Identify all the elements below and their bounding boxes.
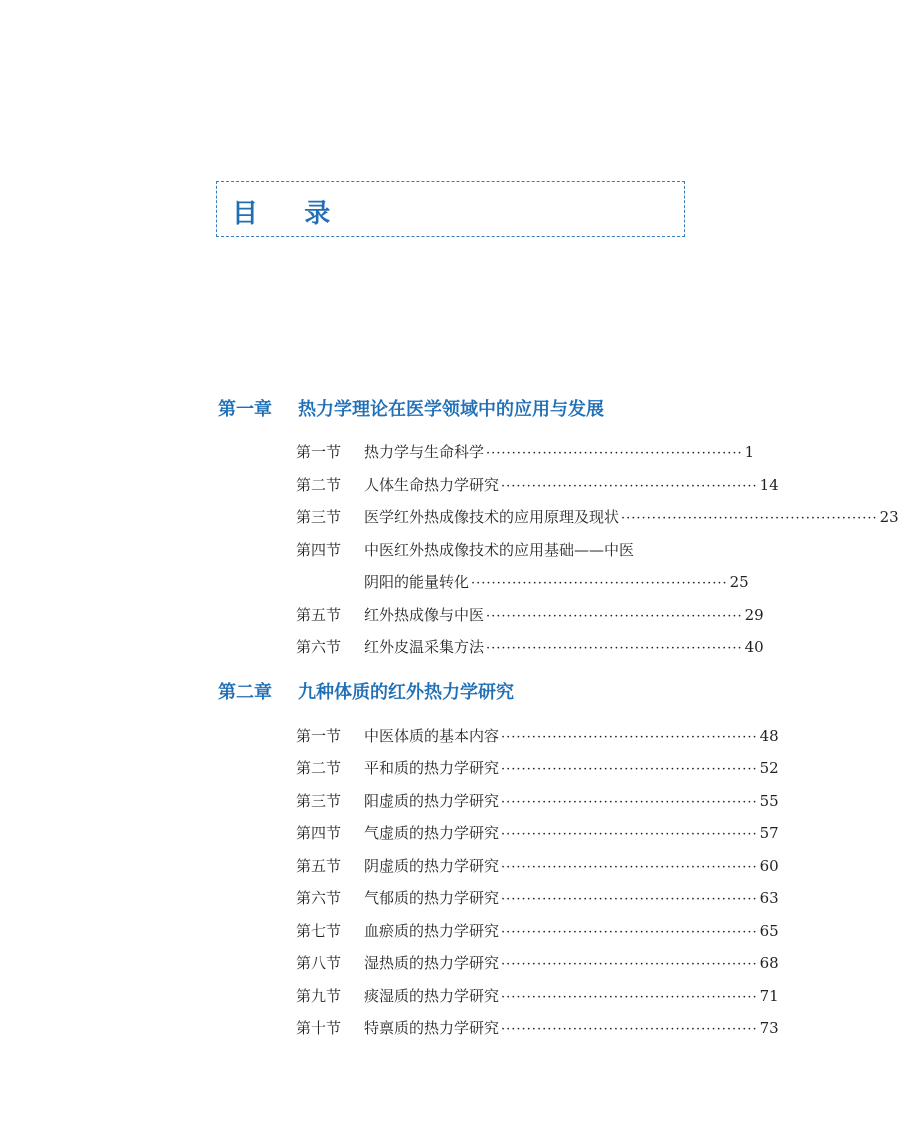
page-title: 目 录 bbox=[232, 199, 333, 229]
toc-entry-continued[interactable] bbox=[296, 570, 749, 594]
dot-leader: ·················································· bbox=[621, 511, 878, 526]
toc-entry[interactable] bbox=[296, 854, 779, 878]
section-title: 平和质的热力学研究 bbox=[364, 759, 500, 777]
section-title: 人体生命热力学研究 bbox=[364, 476, 500, 494]
dot-leader: ·················································· bbox=[486, 641, 743, 656]
chapter-heading[interactable] bbox=[218, 395, 604, 421]
section-title: 气虚质的热力学研究 bbox=[364, 824, 500, 842]
dot-leader: ·················································· bbox=[501, 892, 758, 907]
section-title: 医学红外热成像技术的应用原理及现状 bbox=[364, 508, 620, 526]
section-title: 红外皮温采集方法 bbox=[364, 638, 485, 656]
page-number: 71 bbox=[759, 987, 779, 1005]
section-number: 第六节 bbox=[296, 638, 342, 656]
dot-leader: ·················································· bbox=[486, 609, 743, 624]
chapter-number: 第二章 bbox=[218, 682, 272, 703]
page-number: 55 bbox=[759, 792, 779, 810]
toc-entry[interactable] bbox=[296, 821, 779, 845]
page-number: 1 bbox=[744, 443, 755, 461]
page-number: 60 bbox=[759, 857, 779, 875]
toc-entry[interactable] bbox=[296, 538, 688, 562]
section-title: 中医体质的基本内容 bbox=[364, 727, 500, 745]
section-title: 痰湿质的热力学研究 bbox=[364, 987, 500, 1005]
dot-leader: ·················································· bbox=[486, 446, 743, 461]
chapter-number: 第一章 bbox=[218, 399, 272, 420]
toc-entry[interactable] bbox=[296, 984, 779, 1008]
dot-leader: ·················································· bbox=[501, 795, 758, 810]
section-number: 第一节 bbox=[296, 727, 342, 745]
dot-leader: ·················································· bbox=[501, 479, 758, 494]
section-title: 中医红外热成像技术的应用基础——中医 bbox=[364, 541, 635, 559]
dot-leader: ·················································· bbox=[501, 1022, 758, 1037]
toc-entry[interactable] bbox=[296, 724, 779, 748]
toc-entry[interactable] bbox=[296, 603, 764, 627]
page-number: 68 bbox=[759, 954, 779, 972]
toc-entry[interactable] bbox=[296, 505, 899, 529]
dot-leader: ·················································· bbox=[501, 860, 758, 875]
section-title: 血瘀质的热力学研究 bbox=[364, 922, 500, 940]
chapter-title: 热力学理论在医学领域中的应用与发展 bbox=[298, 399, 604, 420]
page-number: 29 bbox=[744, 606, 764, 624]
toc-entry[interactable] bbox=[296, 919, 779, 943]
section-title: 热力学与生命科学 bbox=[364, 443, 485, 461]
page-number: 23 bbox=[879, 508, 899, 526]
page-number: 73 bbox=[759, 1019, 779, 1037]
section-number: 第三节 bbox=[296, 792, 342, 810]
dot-leader: ·················································· bbox=[501, 827, 758, 842]
section-title: 气郁质的热力学研究 bbox=[364, 889, 500, 907]
section-title: 红外热成像与中医 bbox=[364, 606, 485, 624]
section-number: 第一节 bbox=[296, 443, 342, 461]
chapter-heading[interactable] bbox=[218, 678, 514, 704]
section-number: 第八节 bbox=[296, 954, 342, 972]
section-number: 第五节 bbox=[296, 857, 342, 875]
section-number: 第六节 bbox=[296, 889, 342, 907]
page-number: 48 bbox=[759, 727, 779, 745]
toc-entry[interactable] bbox=[296, 789, 779, 813]
section-title-continued: 阴阳的能量转化 bbox=[364, 573, 470, 591]
toc-entry[interactable] bbox=[296, 1016, 779, 1040]
chapter-title: 九种体质的红外热力学研究 bbox=[298, 682, 514, 703]
section-number: 第二节 bbox=[296, 476, 342, 494]
section-number: 第九节 bbox=[296, 987, 342, 1005]
section-number: 第七节 bbox=[296, 922, 342, 940]
section-number: 第四节 bbox=[296, 824, 342, 842]
page-number: 63 bbox=[759, 889, 779, 907]
toc-title-box bbox=[216, 181, 685, 237]
toc-entry[interactable] bbox=[296, 473, 779, 497]
dot-leader: ·················································· bbox=[501, 730, 758, 745]
toc-entry[interactable] bbox=[296, 886, 779, 910]
section-title: 阳虚质的热力学研究 bbox=[364, 792, 500, 810]
page-number: 65 bbox=[759, 922, 779, 940]
toc-entry[interactable] bbox=[296, 635, 764, 659]
dot-leader: ·················································· bbox=[501, 990, 758, 1005]
section-number: 第三节 bbox=[296, 508, 342, 526]
section-number: 第十节 bbox=[296, 1019, 342, 1037]
section-title: 特禀质的热力学研究 bbox=[364, 1019, 500, 1037]
dot-leader: ·················································· bbox=[501, 957, 758, 972]
page-number: 14 bbox=[759, 476, 779, 494]
section-title: 阴虚质的热力学研究 bbox=[364, 857, 500, 875]
page-number: 57 bbox=[759, 824, 779, 842]
section-number: 第五节 bbox=[296, 606, 342, 624]
page-number: 40 bbox=[744, 638, 764, 656]
toc-entry[interactable] bbox=[296, 951, 779, 975]
section-number: 第二节 bbox=[296, 759, 342, 777]
dot-leader: ·················································· bbox=[471, 576, 728, 591]
section-title: 湿热质的热力学研究 bbox=[364, 954, 500, 972]
toc-entry[interactable] bbox=[296, 440, 755, 464]
dot-leader: ·················································· bbox=[501, 925, 758, 940]
section-number: 第四节 bbox=[296, 541, 342, 559]
dot-leader: ·················································· bbox=[501, 762, 758, 777]
toc-entry[interactable] bbox=[296, 756, 779, 780]
page-number: 52 bbox=[759, 759, 779, 777]
page-number: 25 bbox=[729, 573, 749, 591]
